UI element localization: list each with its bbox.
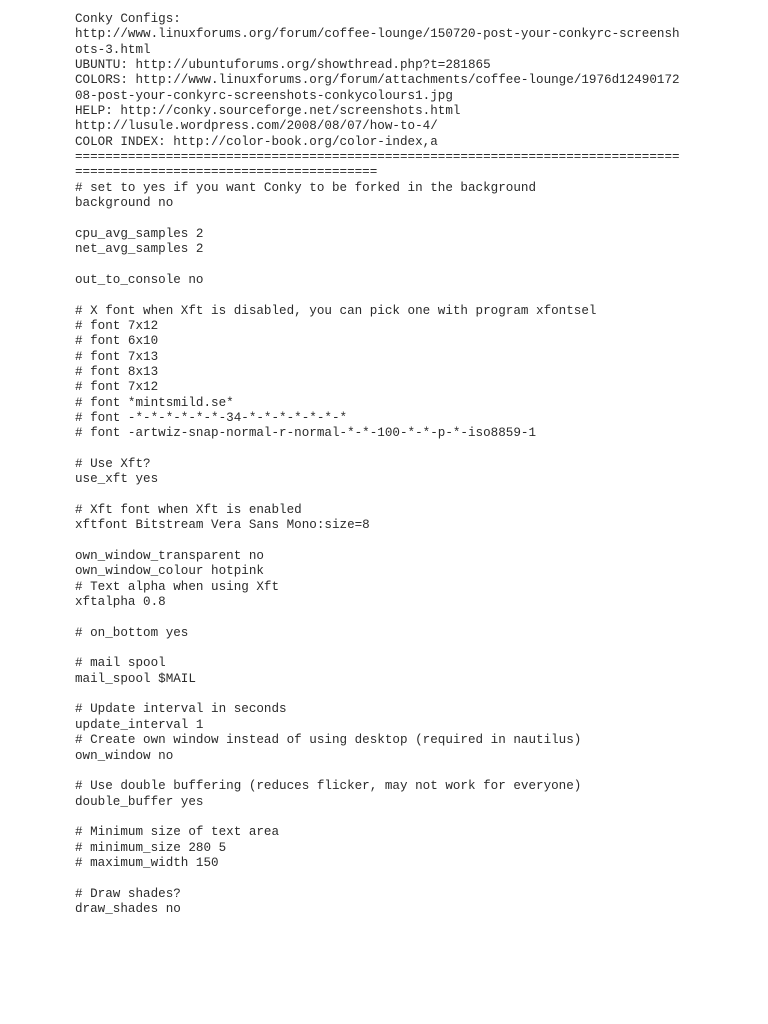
document-line bbox=[75, 871, 755, 886]
document-line: xftalpha 0.8 bbox=[75, 595, 166, 610]
document-line: # Update interval in seconds bbox=[75, 702, 287, 717]
document-line: # mail spool bbox=[75, 656, 166, 671]
document-line: # Use double buffering (reduces flicker, may not work for everyone) bbox=[75, 779, 582, 794]
document-line: use_xft yes bbox=[75, 472, 159, 487]
document-line: # Create own window instead of using desktop (required in nautilus) bbox=[75, 733, 582, 748]
document-line bbox=[75, 641, 755, 656]
document-line: cpu_avg_samples 2 bbox=[75, 226, 204, 241]
document-line: own_window_colour hotpink bbox=[75, 564, 264, 579]
document-line: UBUNTU: http://ubuntuforums.org/showthread.php?t=281865 bbox=[75, 58, 491, 73]
document-line bbox=[75, 288, 755, 303]
document-line: # font -artwiz-snap-normal-r-normal-*-*-100-*-*-p-*-iso8859-1 bbox=[75, 426, 537, 441]
document-line: # maximum_width 150 bbox=[75, 855, 219, 870]
document-line: # font 7x13 bbox=[75, 349, 159, 364]
document-line: # Xft font when Xft is enabled bbox=[75, 503, 302, 517]
document-line bbox=[75, 610, 755, 625]
document-line: # font -*-*-*-*-*-*-34-*-*-*-*-*-*-* bbox=[75, 410, 348, 425]
document-line: 08-post-your-conkyrc-screenshots-conkycolours1.jpg bbox=[75, 88, 453, 103]
document-line: own_window_transparent no bbox=[75, 549, 264, 564]
document-line bbox=[75, 810, 755, 825]
document-line: HELP: http://conky.sourceforge.net/screenshots.html bbox=[75, 104, 461, 119]
document-line: # on_bottom yes bbox=[75, 625, 189, 640]
document-line bbox=[75, 687, 755, 702]
document-line bbox=[75, 764, 755, 779]
document-line: # font 7x12 bbox=[75, 318, 159, 333]
document-line: net_avg_samples 2 bbox=[75, 242, 204, 257]
document-line: COLORS: http://www.linuxforums.org/forum/attachments/coffee-lounge/1976d12490172 bbox=[75, 73, 680, 88]
document-line: # font 6x10 bbox=[75, 334, 159, 349]
document-line: Conky Configs: bbox=[75, 12, 181, 26]
document-line: # Use Xft? bbox=[75, 456, 151, 471]
document-line: http://www.linuxforums.org/forum/coffee-lounge/150720-post-your-conkyrc-screensh bbox=[75, 27, 680, 42]
document-line bbox=[75, 534, 755, 549]
document-line: update_interval 1 bbox=[75, 717, 204, 732]
document-line: COLOR INDEX: http://color-book.org/color-index,a bbox=[75, 134, 438, 149]
document-line bbox=[75, 258, 755, 273]
document-line: background no bbox=[75, 196, 174, 211]
document-line: # Text alpha when using Xft bbox=[75, 579, 280, 594]
document-line: own_window no bbox=[75, 748, 174, 763]
document-line: out_to_console no bbox=[75, 272, 204, 287]
document-line: ots-3.html bbox=[75, 42, 151, 57]
document-line bbox=[75, 211, 755, 226]
document-line: # set to yes if you want Conky to be forked in the background bbox=[75, 180, 537, 195]
document-line: mail_spool $MAIL bbox=[75, 671, 196, 686]
document-line: ================================================================================ bbox=[75, 150, 680, 165]
document-line: # Minimum size of text area bbox=[75, 825, 280, 840]
document-line: xftfont Bitstream Vera Sans Mono:size=8 bbox=[75, 518, 370, 533]
document-line: # font 7x12 bbox=[75, 380, 159, 395]
document-line: # X font when Xft is disabled, you can pick one with program xfontsel bbox=[75, 303, 597, 318]
document-line bbox=[75, 442, 755, 457]
document-line: # font *mintsmild.se* bbox=[75, 395, 234, 410]
document-line bbox=[75, 488, 755, 503]
document-line: # minimum_size 280 5 bbox=[75, 840, 227, 855]
document-line: draw_shades no bbox=[75, 901, 181, 916]
document-line: http://lusule.wordpress.com/2008/08/07/how-to-4/ bbox=[75, 119, 438, 134]
document-line: # Draw shades? bbox=[75, 886, 181, 901]
document-line: ======================================== bbox=[75, 165, 378, 180]
document-page bbox=[75, 12, 755, 917]
document-line: double_buffer yes bbox=[75, 794, 204, 809]
document-line: # font 8x13 bbox=[75, 364, 159, 379]
